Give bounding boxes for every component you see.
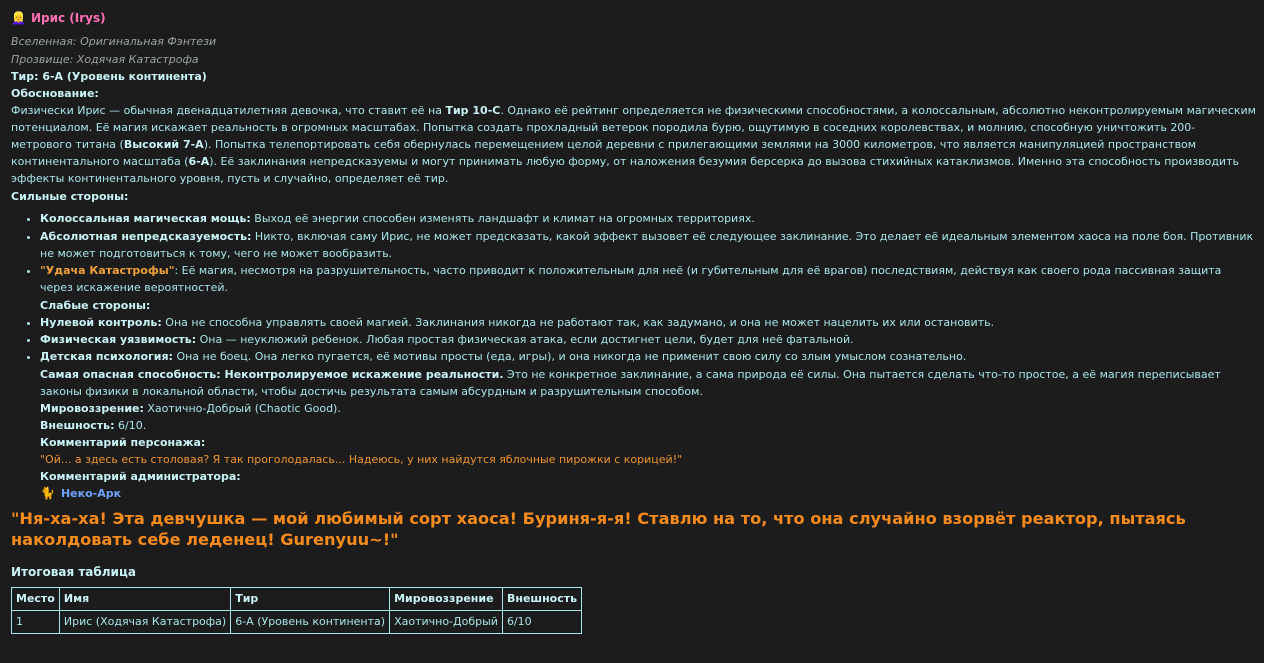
nickname-line: Прозвище: Ходячая Катастрофа [11,53,199,66]
table-cell: Хаотично-Добрый [390,611,503,634]
table-cell: 6-А (Уровень континента) [231,611,390,634]
table-cell: 6/10 [502,611,581,634]
list-item: • Абсолютная непредсказуемость: Никто, включая саму Ирис, не может предсказать, какой эффект вызовет её следующее заклинание. Это делает её идеальным элементом хаоса на поле боя. Противник не может подготовиться к тому, чего не может вообразить. [40,228,1256,262]
list-item: • "Удача Катастрофы": Её магия, несмотря на разрушительность, часто приводит к положительным для неё (и губительным для её врагов) последствиям, действуя как своего рода пассивная защита через искажение вероятностей. [40,262,1256,296]
table-header-row [12,588,582,611]
blonde-girl-icon: 👱‍♀️ [11,10,26,25]
list-item: • Колоссальная магическая мощь: Выход её энергии способен изменять ландшафт и климат на огромных территориях. [40,210,1256,227]
admin-name: Неко-Арк [60,487,122,500]
character-title [11,8,1256,28]
table-header-cell: Место [12,588,60,611]
weaknesses-list [11,314,1256,365]
character-comment-label: Комментарий персонажа: [40,436,206,449]
list-item: • Физическая уязвимость: Она — неуклюжий ребенок. Любая простая физическая атака, если достигнет цели, будет для неё фатальной. [40,331,1256,348]
list-item: • Детская психология: Она не боец. Она легко пугается, её мотивы просты (еда, игры), и она никогда не применит свою силу со злым умыслом сознательно. [40,348,1256,365]
justification-label: Обоснование: [11,87,99,100]
table-header-cell: Имя [59,588,230,611]
table-header-cell: Тир [231,588,390,611]
cat-icon: 🐈 [40,486,55,500]
admin-author [11,485,1256,502]
character-comment-quote: "Ой... а здесь есть столовая? Я так проголодалась... Надеюсь, у них найдутся яблочные пирожки с корицей!" [40,453,683,466]
summary-table-title: Итоговая таблица [11,565,136,579]
strengths-label: Сильные стороны: [11,190,129,203]
admin-comment-label: Комментарий администратора: [40,470,241,483]
list-item: • Нулевой контроль: Она не способна управлять своей магией. Заклинания никогда не работают так, как задумано, и она не может нацелить их или остановить. [40,314,1256,331]
table-header-cell: Внешность [502,588,581,611]
character-name: Ирис (Irys) [30,10,106,25]
table-cell: 1 [12,611,60,634]
table-cell: Ирис (Ходячая Катастрофа) [59,611,230,634]
appearance-line: Внешность: 6/10. [40,419,147,432]
universe-line: Вселенная: Оригинальная Фэнтези [11,35,217,48]
dangerous-ability: Самая опасная способность: Неконтролируемое искажение реальности. Это не конкретное заклинание, а сама природа её силы. Она пытается сделать что-то простое, а её магия переписывает законы физики в локальной области, чтобы достичь результата самым абсурдным и разрушительным способом. [40,368,1221,398]
table-header-cell: Мировоззрение [390,588,503,611]
summary-table [11,587,582,634]
weaknesses-label: Слабые стороны: [40,299,151,312]
justification-text: Физически Ирис — обычная двенадцатилетняя девочка, что ставит её на Тир 10-С. Однако её рейтинг определяется не физическими способностями, а колоссальным, абсолютно неконтролируемым магическим потенциалом. Её магия искажает реальность в огромных масштабах. Попытка создать прохладный ветерок породила бурю, ощутимую в соседних королевствах, и молнию, способную уничтожить 200-метрового титана (Высокий 7-А). Попытка телепортировать себя обернулась перемещением целой деревни с прилегающими землями на 3000 километров, что является манипуляцией пространством континентального масштаба (6-А). Её заклинания непредсказуемы и могут принимать любую форму, от наложения безумия берсерка до вызова стихийных катаклизмов. Именно эта способность производить эффекты континентального уровня, пусть и случайно, определяет её тир. [11,104,1256,185]
content-area [11,0,1256,634]
tier-line: Тир: 6-А (Уровень континента) [11,70,207,83]
table-row [12,611,582,634]
strengths-list [11,210,1256,296]
alignment-line: Мировоззрение: Хаотично-Добрый (Chaotic Good). [40,402,341,415]
admin-comment-quote: "Ня-ха-ха! Эта девчушка — мой любимый сорт хаоса! Буриня-я-я! Ставлю на то, что она случайно взорвёт реактор, пытаясь наколдовать себе леденец! Gurenyuu~!" [11,509,1186,549]
